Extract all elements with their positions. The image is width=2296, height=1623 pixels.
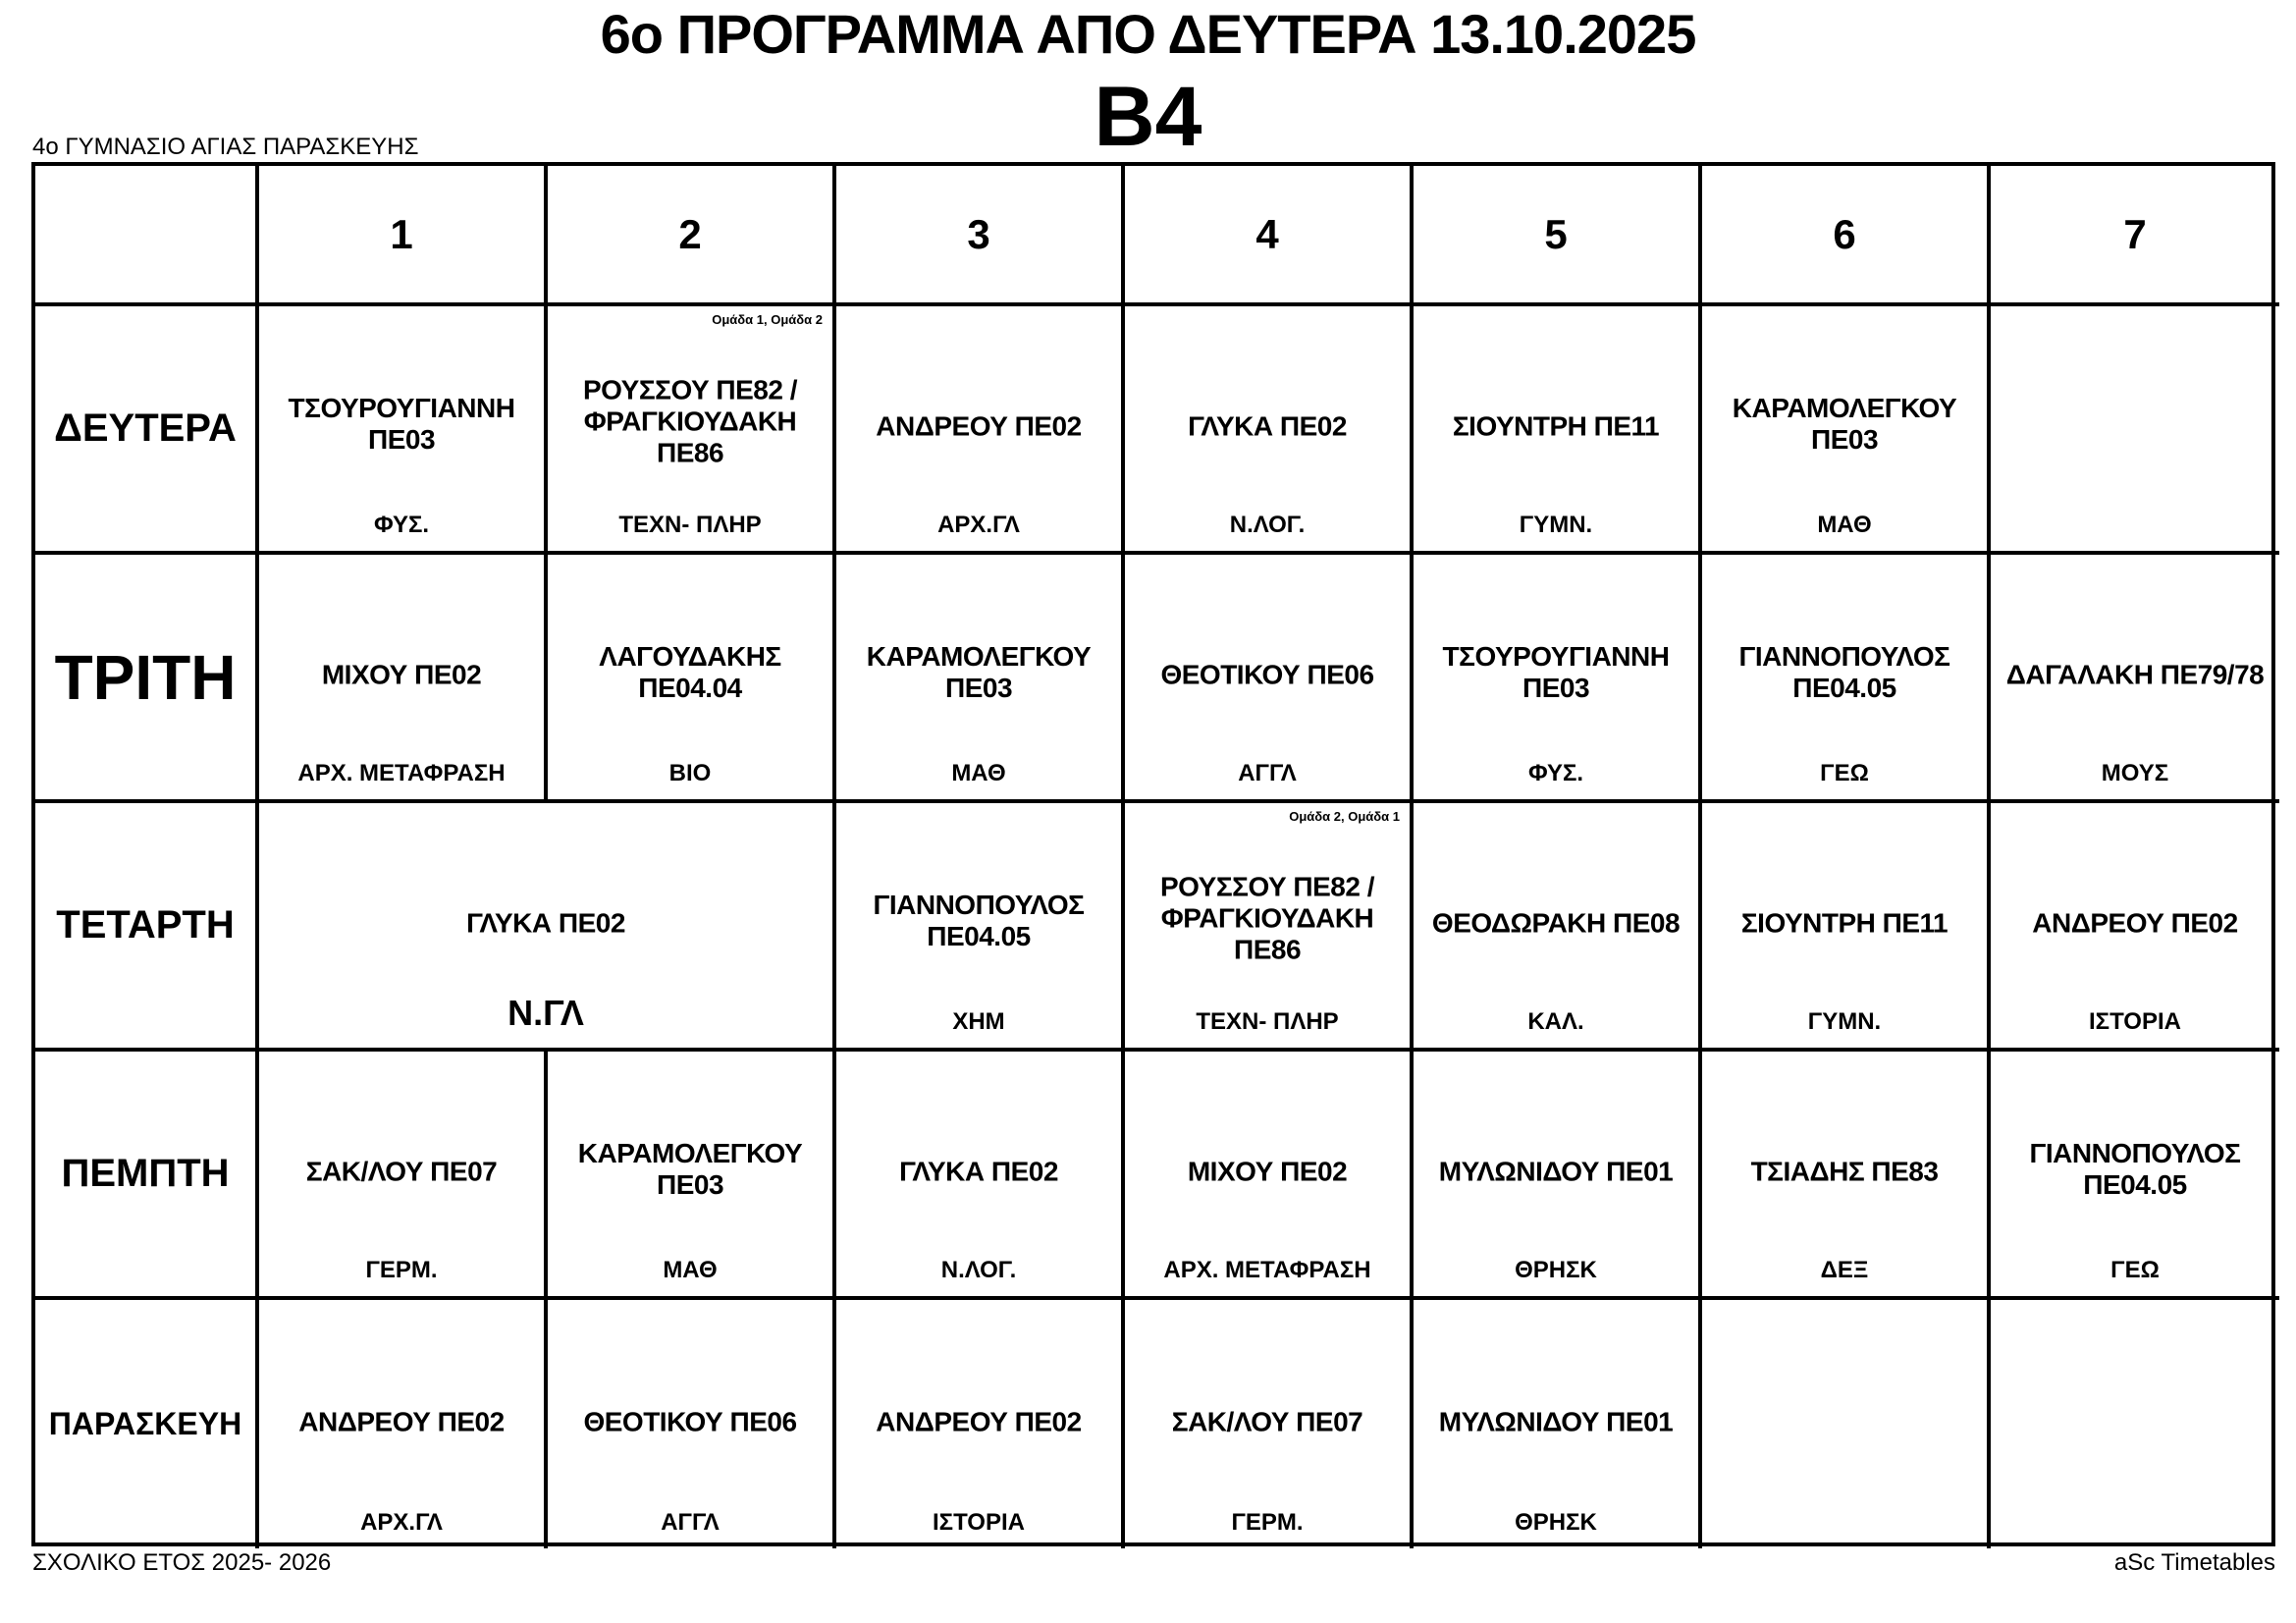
subject-name: ΓΕΩ: [2110, 1257, 2160, 1283]
subject-name: ΑΓΓΛ: [1238, 760, 1297, 786]
teacher-name: ΜΥΛΩΝΙΔΟΥ ΠΕ01: [1438, 1155, 1674, 1186]
subject-name: ΦΥΣ.: [1527, 760, 1584, 786]
teacher-name: ΣΙΟΥΝΤΡΗ ΠΕ11: [1740, 906, 1949, 938]
school-year: ΣΧΟΛΙΚΟ ΕΤΟΣ 2025- 2026: [32, 1549, 332, 1576]
subject-name: ΘΡΗΣΚ: [1515, 1509, 1597, 1536]
teacher-name: ΑΝΔΡΕΟΥ ΠΕ02: [876, 1405, 1082, 1436]
period-header: 5: [1414, 166, 1702, 306]
teacher-name: ΛΑΓΟΥΔΑΚΗΣ ΠΕ04.04: [599, 640, 781, 703]
lesson-cell: [1125, 1052, 1414, 1300]
teacher-name: ΚΑΡΑΜΟΛΕΓΚΟΥ ΠΕ03: [1732, 392, 1957, 455]
teacher-name: ΜΥΛΩΝΙΔΟΥ ΠΕ01: [1438, 1405, 1674, 1436]
lesson-cell: [836, 555, 1125, 803]
teacher-name: ΓΙΑΝΝΟΠΟΥΛΟΣ ΠΕ04.05: [873, 889, 1085, 951]
lesson-cell: [1702, 555, 1991, 803]
day-label: ΠΕΜΠΤΗ: [35, 1052, 259, 1300]
teacher-name: ΘΕΟΤΙΚΟΥ ΠΕ06: [1160, 658, 1374, 689]
period-header: 2: [548, 166, 836, 306]
teacher-name: ΤΣΟΥΡΟΥΓΙΑΝΝΗ ΠΕ03: [288, 392, 515, 455]
subject-name: ΓΥΜΝ.: [1519, 512, 1593, 538]
teacher-name: ΜΙΧΟΥ ΠΕ02: [321, 658, 482, 689]
lesson-cell: [1125, 1300, 1414, 1548]
teacher-name: ΣΑΚ/ΛΟΥ ΠΕ07: [1171, 1405, 1363, 1436]
period-header: 7: [1991, 166, 2279, 306]
lesson-cell: [259, 306, 548, 555]
subject-name: ΤΕΧΝ- ΠΛΗΡ: [618, 512, 762, 538]
lesson-cell: [1702, 1300, 1991, 1548]
subject-name: ΒΙΟ: [668, 760, 712, 786]
subject-name: ΧΗΜ: [952, 1008, 1005, 1035]
lesson-cell: [836, 306, 1125, 555]
lesson-cell: [836, 1300, 1125, 1548]
subject-name: ΓΕΡΜ.: [365, 1257, 438, 1283]
teacher-name: ΤΣΟΥΡΟΥΓΙΑΝΝΗ ΠΕ03: [1442, 640, 1670, 703]
teacher-name: ΓΛΥΚΑ ΠΕ02: [1188, 409, 1347, 441]
teacher-name: ΑΝΔΡΕΟΥ ΠΕ02: [876, 409, 1082, 441]
day-label: ΤΡΙΤΗ: [35, 555, 259, 803]
class-name: Β4: [1094, 70, 1202, 164]
lesson-cell: [259, 803, 836, 1052]
lesson-cell: [259, 1052, 548, 1300]
page-title: 6ο ΠΡΟΓΡΑΜΜΑ ΑΠΟ ΔΕΥΤΕΡΑ 13.10.2025: [600, 3, 1696, 65]
lesson-cell: [259, 1300, 548, 1548]
corner-cell: [35, 166, 259, 306]
group-label: Ομάδα 2, Ομάδα 1: [1289, 809, 1400, 824]
subject-name: ΘΡΗΣΚ: [1515, 1257, 1597, 1283]
lesson-cell: [1125, 803, 1414, 1052]
teacher-name: ΓΙΑΝΝΟΠΟΥΛΟΣ ΠΕ04.05: [1738, 640, 1950, 703]
lesson-cell: [836, 1052, 1125, 1300]
subject-name: ΜΑΘ: [951, 760, 1006, 786]
lesson-cell: [548, 1052, 836, 1300]
lesson-cell: [1702, 803, 1991, 1052]
lesson-cell: [836, 803, 1125, 1052]
teacher-name: ΑΝΔΡΕΟΥ ΠΕ02: [2032, 906, 2238, 938]
timetable-grid: [31, 162, 2275, 1546]
teacher-name: ΓΛΥΚΑ ΠΕ02: [899, 1155, 1058, 1186]
subject-name: Ν.ΛΟΓ.: [1229, 512, 1306, 538]
lesson-cell: [259, 555, 548, 803]
period-header: 1: [259, 166, 548, 306]
subject-name: ΜΟΥΣ: [2101, 760, 2169, 786]
subject-name: Ν.ΓΛ: [507, 993, 584, 1033]
lesson-cell: [1991, 1300, 2279, 1548]
lesson-cell: [1414, 803, 1702, 1052]
lesson-cell: [548, 1300, 836, 1548]
lesson-cell: [1414, 1300, 1702, 1548]
lesson-cell: [1125, 306, 1414, 555]
teacher-name: ΤΣΙΑΔΗΣ ΠΕ83: [1750, 1155, 1939, 1186]
teacher-name: ΚΑΡΑΜΟΛΕΓΚΟΥ ΠΕ03: [866, 640, 1092, 703]
teacher-name: ΣΑΚ/ΛΟΥ ΠΕ07: [305, 1155, 498, 1186]
lesson-cell: [548, 306, 836, 555]
subject-name: ΙΣΤΟΡΙΑ: [2089, 1008, 2181, 1035]
group-label: Ομάδα 1, Ομάδα 2: [712, 312, 823, 327]
period-header: 3: [836, 166, 1125, 306]
lesson-cell: [1414, 1052, 1702, 1300]
lesson-cell: [1125, 555, 1414, 803]
teacher-name: ΓΛΥΚΑ ΠΕ02: [466, 906, 625, 938]
teacher-name: ΣΙΟΥΝΤΡΗ ΠΕ11: [1452, 409, 1660, 441]
lesson-cell: [1991, 1052, 2279, 1300]
lesson-cell: [1991, 306, 2279, 555]
lesson-cell: [1991, 803, 2279, 1052]
lesson-cell: [1702, 306, 1991, 555]
lesson-cell: [548, 555, 836, 803]
school-name: 4ο ΓΥΜΝΑΣΙΟ ΑΓΙΑΣ ΠΑΡΑΣΚΕΥΗΣ: [32, 134, 419, 160]
lesson-cell: [1991, 555, 2279, 803]
subject-name: ΙΣΤΟΡΙΑ: [933, 1509, 1025, 1536]
day-label: ΤΕΤΑΡΤΗ: [35, 803, 259, 1052]
subject-name: ΚΑΛ.: [1527, 1008, 1584, 1035]
day-label: ΠΑΡΑΣΚΕΥΗ: [35, 1300, 259, 1548]
teacher-name: ΜΙΧΟΥ ΠΕ02: [1187, 1155, 1348, 1186]
subject-name: ΑΡΧ.ΓΛ: [360, 1509, 443, 1536]
subject-name: ΑΡΧ. ΜΕΤΑΦΡΑΣΗ: [1163, 1257, 1371, 1283]
lesson-cell: [1414, 555, 1702, 803]
subject-name: ΓΕΡΜ.: [1231, 1509, 1304, 1536]
lesson-cell: [1414, 306, 1702, 555]
subject-name: ΑΓΓΛ: [661, 1509, 720, 1536]
subject-name: ΦΥΣ.: [373, 512, 430, 538]
teacher-name: ΘΕΟΔΩΡΑΚΗ ΠΕ08: [1431, 906, 1681, 938]
day-label: ΔΕΥΤΕΡΑ: [35, 306, 259, 555]
period-header: 6: [1702, 166, 1991, 306]
teacher-name: ΓΙΑΝΝΟΠΟΥΛΟΣ ΠΕ04.05: [2029, 1137, 2241, 1200]
period-header: 4: [1125, 166, 1414, 306]
teacher-name: ΡΟΥΣΣΟΥ ΠΕ82 / ΦΡΑΓΚΙΟΥΔΑΚΗ ΠΕ86: [582, 373, 797, 467]
teacher-name: ΘΕΟΤΙΚΟΥ ΠΕ06: [583, 1405, 797, 1436]
subject-name: ΑΡΧ.ΓΛ: [937, 512, 1020, 538]
teacher-name: ΔΑΓΑΛΑΚΗ ΠΕ79/78: [2005, 658, 2265, 689]
subject-name: ΤΕΧΝ- ΠΛΗΡ: [1196, 1008, 1339, 1035]
subject-name: ΔΕΞ: [1820, 1257, 1869, 1283]
teacher-name: ΑΝΔΡΕΟΥ ΠΕ02: [298, 1405, 505, 1436]
subject-name: ΑΡΧ. ΜΕΤΑΦΡΑΣΗ: [297, 760, 506, 786]
generator-credit: aSc Timetables: [2113, 1549, 2275, 1576]
lesson-cell: [1702, 1052, 1991, 1300]
subject-name: ΓΕΩ: [1820, 760, 1869, 786]
subject-name: ΓΥΜΝ.: [1807, 1008, 1882, 1035]
subject-name: ΜΑΘ: [1817, 512, 1872, 538]
teacher-name: ΡΟΥΣΣΟΥ ΠΕ82 / ΦΡΑΓΚΙΟΥΔΑΚΗ ΠΕ86: [1159, 870, 1374, 964]
teacher-name: ΚΑΡΑΜΟΛΕΓΚΟΥ ΠΕ03: [577, 1137, 803, 1200]
subject-name: Ν.ΛΟΓ.: [940, 1257, 1017, 1283]
subject-name: ΜΑΘ: [663, 1257, 718, 1283]
